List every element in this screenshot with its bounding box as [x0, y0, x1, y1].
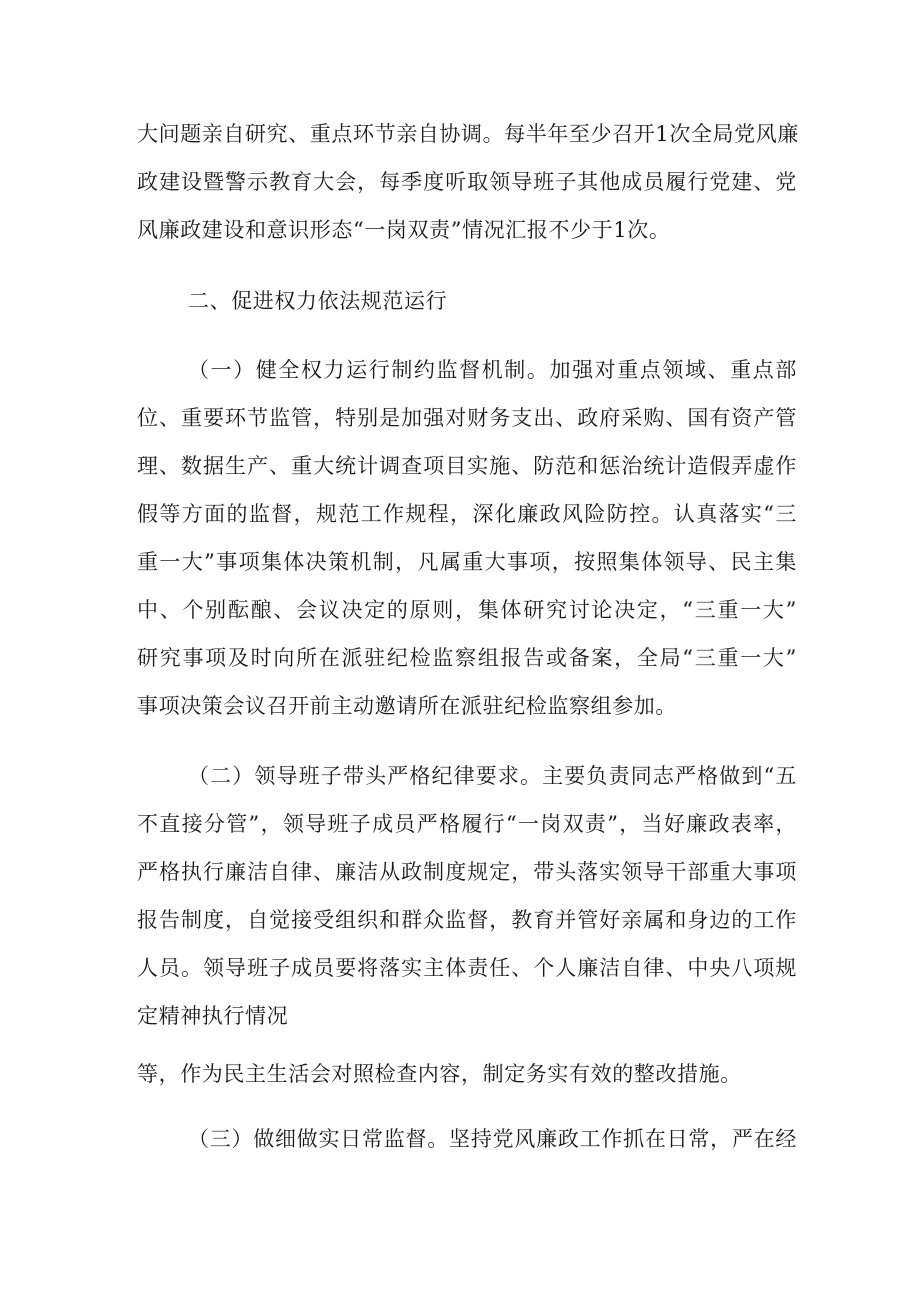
paragraph-3-line-1: （三）做细做实日常监督。坚持党风廉政工作抓在日常，严在经: [188, 1127, 797, 1151]
paragraph-intro-line-2: 政建设暨警示教育大会，每季度听取领导班子其他成员履行党建、党: [137, 170, 797, 194]
section-heading: 二、促进权力依法规范运行: [188, 289, 448, 313]
paragraph-1-line-3: 理、数据生产、重大统计调查项目实施、防范和惩治统计造假弄虚作: [137, 454, 797, 478]
paragraph-2-line-5: 人员。领导班子成员要将落实主体责任、个人廉洁自律、中央八项规: [137, 956, 797, 980]
paragraph-1-line-7: 研究事项及时向所在派驻纪检监察组报告或备案，全局“三重一大”: [137, 646, 797, 670]
paragraph-2-line-3: 严格执行廉洁自律、廉洁从政制度规定，带头落实领导干部重大事项: [137, 860, 797, 884]
paragraph-intro-line-1: 大问题亲自研究、重点环节亲自协调。每半年至少召开1次全局党风廉: [137, 122, 799, 146]
paragraph-2-line-1: （二）领导班子带头严格纪律要求。主要负责同志严格做到“五: [188, 764, 797, 788]
paragraph-1-line-2: 位、重要环节监管，特别是加强对财务支出、政府采购、国有资产管: [137, 406, 797, 430]
paragraph-1-line-1: （一）健全权力运行制约监督机制。加强对重点领域、重点部: [188, 358, 797, 382]
paragraph-1-line-5: 重一大”事项集体决策机制，凡属重大事项，按照集体领导、民主集: [137, 550, 797, 574]
paragraph-1-line-8: 事项决策会议召开前主动邀请所在派驻纪检监察组参加。: [137, 694, 677, 718]
paragraph-2-line-6: 定精神执行情况: [137, 1004, 289, 1028]
paragraph-2-line-4: 报告制度，自觉接受组织和群众监督，教育并管好亲属和身边的工作: [137, 908, 797, 932]
paragraph-1-line-4: 假等方面的监督，规范工作规程，深化廉政风险防控。认真落实“三: [137, 502, 797, 526]
paragraph-2-line-2: 不直接分管”，领导班子成员严格履行“一岗双责”，当好廉政表率，: [137, 812, 797, 836]
paragraph-1-line-6: 中、个别酝酿、会议决定的原则，集体研究讨论决定，“三重一大”: [137, 598, 797, 622]
paragraph-intro-line-3: 风廉政建设和意识形态“一岗双责”情况汇报不少于1次。: [137, 218, 671, 242]
paragraph-2-line-7: 等，作为民主生活会对照检查内容，制定务实有效的整改措施。: [137, 1062, 742, 1086]
